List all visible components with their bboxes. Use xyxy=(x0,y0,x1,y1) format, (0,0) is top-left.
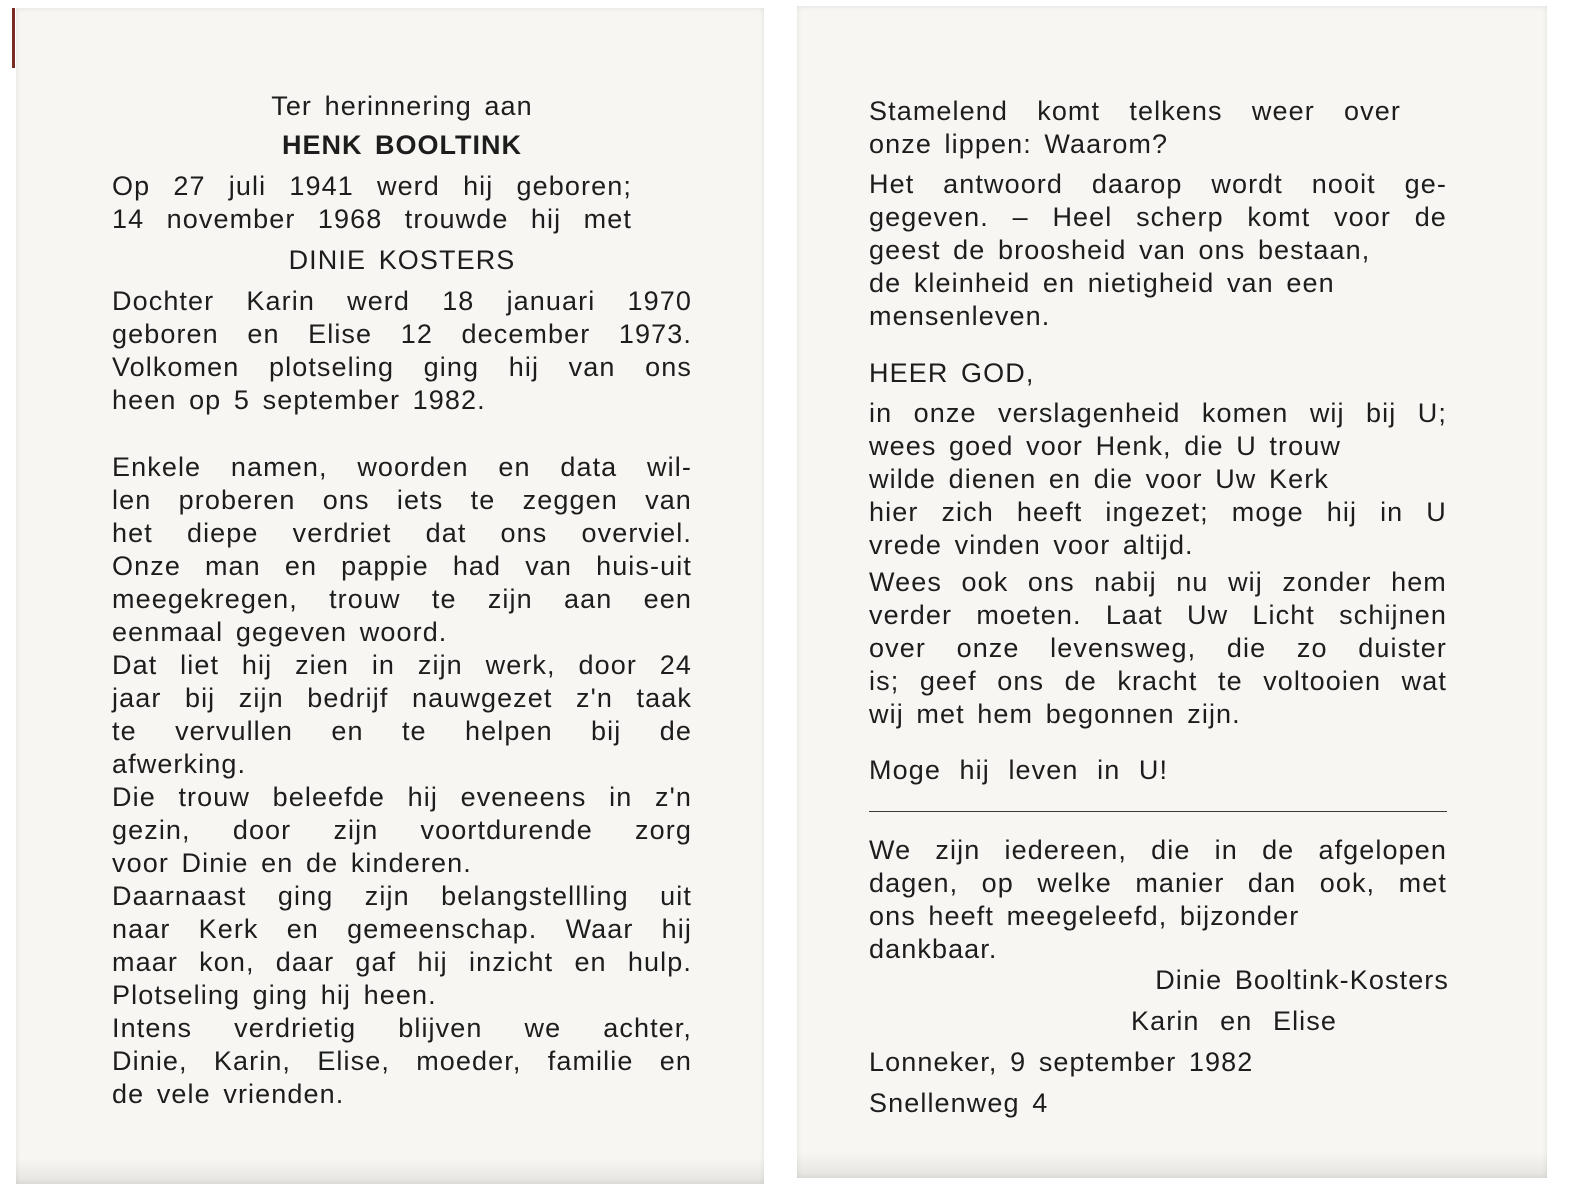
text-line: Intens verdrietig blijven we achter, xyxy=(112,1013,692,1043)
text-line: Het antwoord daarop wordt nooit ge- xyxy=(869,169,1447,199)
text-line: Volkomen plotseling ging hij van ons xyxy=(112,352,692,382)
text-line: jaar bij zijn bedrijf nauwgezet z'n taak xyxy=(112,683,692,713)
text-line: geest de broosheid van ons bestaan, xyxy=(869,235,1371,265)
text-line: de kleinheid en nietigheid van een xyxy=(869,268,1335,298)
signature-name: Dinie Booltink-Kosters xyxy=(1155,965,1449,995)
text-line: ons heeft meegeleefd, bijzonder xyxy=(869,901,1300,931)
text-line: Op 27 juli 1941 werd hij geboren; xyxy=(112,171,632,201)
text-line: voor Dinie en de kinderen. xyxy=(112,848,472,878)
prayer-heading: HEER GOD, xyxy=(869,358,1035,388)
text-line: heen op 5 september 1982. xyxy=(112,385,486,415)
text-line: onze lippen: Waarom? xyxy=(869,129,1169,159)
divider-line xyxy=(869,811,1447,812)
spouse-name: DINIE KOSTERS xyxy=(288,245,516,275)
tribute-paragraph xyxy=(112,451,692,1111)
text-line: eenmaal gegeven woord. xyxy=(112,617,448,647)
question-paragraph xyxy=(869,95,1401,161)
text-line: dagen, op welke manier dan ook, met xyxy=(869,868,1447,898)
thanks-paragraph xyxy=(869,834,1447,966)
prayer-paragraph-1 xyxy=(869,397,1447,562)
closing-line: Moge hij leven in U! xyxy=(869,755,1169,785)
card-spine-edge xyxy=(12,8,15,68)
text-line: gezin, door zijn voortdurende zorg xyxy=(112,815,692,845)
text-line: in onze verslagenheid komen wij bij U; xyxy=(869,398,1447,428)
text-line: Dinie, Karin, Elise, moeder, familie en xyxy=(112,1046,692,1076)
place-and-date: Lonneker, 9 september 1982 xyxy=(869,1047,1254,1077)
text-line: dankbaar. xyxy=(869,934,998,964)
text-line: Daarnaast ging zijn belangstellling uit xyxy=(112,881,692,911)
text-line: hier zich heeft ingezet; moge hij in U xyxy=(869,497,1447,527)
text-line: te vervullen en te helpen bij de xyxy=(112,716,692,746)
text-line: meegekregen, trouw te zijn aan een xyxy=(112,584,692,614)
text-line: wij met hem begonnen zijn. xyxy=(869,699,1241,729)
text-line: Stamelend komt telkens weer over xyxy=(869,96,1401,126)
reflection-paragraph xyxy=(869,168,1447,333)
deceased-name: HENK BOOLTINK xyxy=(282,130,522,160)
text-line: maar kon, daar gaf hij inzicht en hulp. xyxy=(112,947,692,977)
text-line: wees goed voor Henk, die U trouw xyxy=(869,431,1341,461)
text-line: len proberen ons iets te zeggen van xyxy=(112,485,692,515)
text-line: geboren en Elise 12 december 1973. xyxy=(112,319,692,349)
text-line: Plotseling ging hij heen. xyxy=(112,980,437,1010)
text-line: Wees ook ons nabij nu wij zonder hem xyxy=(869,567,1447,597)
text-line: Die trouw beleefde hij eveneens in z'n xyxy=(112,782,692,812)
birth-marriage-text xyxy=(112,170,632,236)
text-line: wilde dienen en die voor Uw Kerk xyxy=(869,464,1329,494)
text-line: de vele vrienden. xyxy=(112,1079,345,1109)
text-line: Enkele namen, woorden en data wil- xyxy=(112,452,692,482)
family-paragraph xyxy=(112,285,692,417)
text-line: is; geef ons de kracht te voltooien wat xyxy=(869,666,1447,696)
text-line: vrede vinden voor altijd. xyxy=(869,530,1194,560)
text-line: We zijn iedereen, die in de afgelopen xyxy=(869,835,1447,865)
text-line: 14 november 1968 trouwde hij met xyxy=(112,204,632,234)
text-line: mensenleven. xyxy=(869,301,1051,331)
text-line: verder moeten. Laat Uw Licht schijnen xyxy=(869,600,1447,630)
text-line: het diepe verdriet dat ons overviel. xyxy=(112,518,692,548)
text-line: naar Kerk en gemeenschap. Waar hij xyxy=(112,914,692,944)
text-line: afwerking. xyxy=(112,749,247,779)
heading-in-memory: Ter herinnering aan xyxy=(271,91,533,121)
text-line: over onze levensweg, die zo duister xyxy=(869,633,1447,663)
signature-children: Karin en Elise xyxy=(1131,1006,1337,1036)
text-line: Dochter Karin werd 18 januari 1970 xyxy=(112,286,692,316)
text-line: Dat liet hij zien in zijn werk, door 24 xyxy=(112,650,692,680)
text-line: Onze man en pappie had van huis-uit xyxy=(112,551,692,581)
text-line: gegeven. – Heel scherp komt voor de xyxy=(869,202,1447,232)
prayer-paragraph-2 xyxy=(869,566,1447,731)
address: Snellenweg 4 xyxy=(869,1088,1049,1118)
